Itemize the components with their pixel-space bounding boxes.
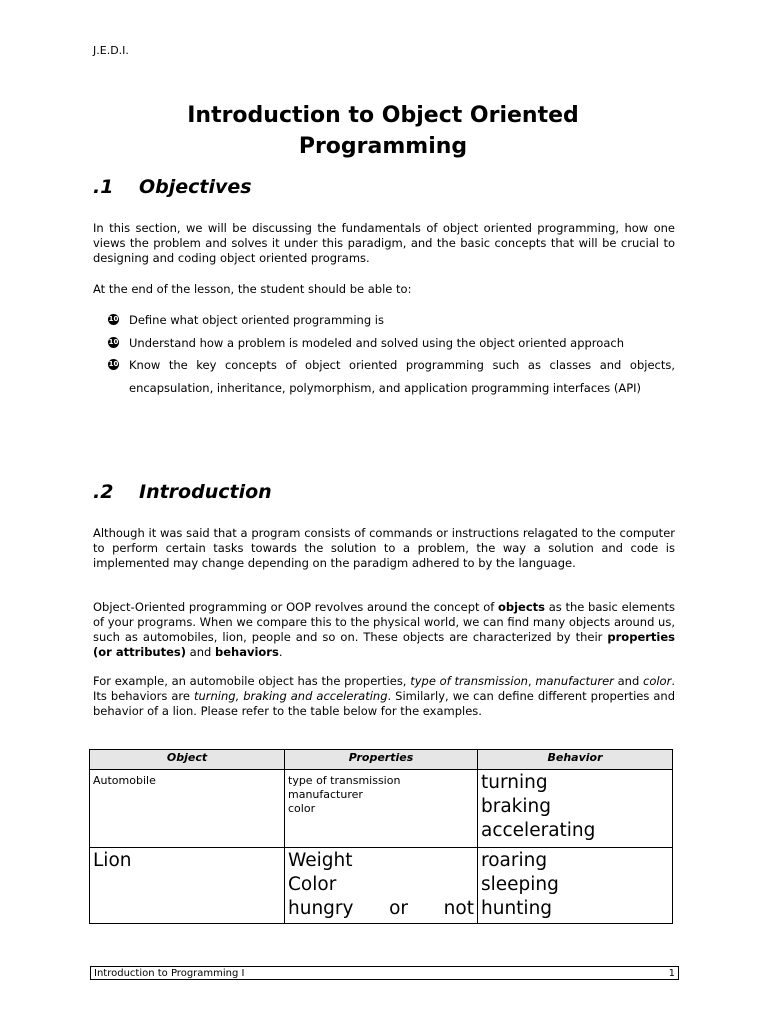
cell-behavior — [478, 770, 673, 848]
cell-word: hungry — [288, 898, 354, 919]
table-header-row — [90, 750, 673, 770]
list-item-text: Know the key concepts of object oriented programming such as classes and objects, encapsulation, inheritance, polymorphism, and application programming interfaces (API) — [129, 358, 675, 395]
title-line-1: Introduction to Object Oriented — [187, 103, 579, 128]
cell-text: accelerating — [481, 820, 596, 841]
bullet-icon: 10 — [108, 315, 119, 323]
bullet-icon: 10 — [108, 360, 119, 368]
text-run: . Its behaviors are — [93, 674, 675, 703]
italic-term: color — [643, 674, 672, 688]
italic-term: type of transmission — [410, 674, 528, 688]
column-header-properties: Properties — [285, 750, 478, 770]
italic-term: turning, braking and accelerating — [193, 689, 388, 703]
table-row — [90, 770, 673, 848]
introduction-paragraph-2 — [93, 600, 675, 660]
text-run: and — [613, 674, 643, 688]
cell-text: braking — [481, 796, 552, 817]
text-run: , — [527, 674, 536, 688]
cell-text: Lion — [93, 850, 132, 871]
list-item — [108, 309, 675, 332]
cell-text: Color — [288, 874, 337, 895]
cell-text: type of transmission — [288, 774, 401, 787]
text-run: as the basic elements of your programs. When we compare this to the physical world, we can find many objects around us, such as automobiles, lion, people and so on. These objects are characterized by their — [93, 600, 675, 644]
section-heading-introduction — [93, 481, 272, 503]
bullet-icon: 10 — [108, 337, 119, 346]
section-title: Objectives — [139, 176, 252, 198]
list-item-text: Define what object oriented programming is — [129, 313, 384, 327]
text-run: For example, an automobile object has the properties, — [93, 674, 411, 688]
document-title — [93, 100, 673, 162]
cell-text: Weight — [288, 850, 353, 871]
section-number: .2 — [93, 481, 114, 503]
introduction-paragraph-3 — [93, 674, 675, 719]
title-line-2: Programming — [298, 134, 468, 159]
cell-justified-line — [288, 897, 474, 921]
cell-text: sleeping — [481, 874, 559, 895]
objectives-list — [108, 309, 675, 399]
cell-text: hunting — [481, 898, 553, 919]
introduction-paragraph-1: Although it was said that a program consists of commands or instructions relagated to the computer to perform certain tasks towards the solution to a problem, the way a solution and code is implemented may change depending on the paradigm adhered to by the language. — [93, 526, 675, 570]
cell-text: Automobile — [93, 774, 156, 787]
footer-page-number: 1 — [668, 968, 675, 979]
text-run: Object-Oriented programming or OOP revolves around the concept of — [93, 600, 498, 614]
cell-properties — [285, 848, 478, 924]
section-heading-objectives — [93, 176, 252, 198]
column-header-behavior: Behavior — [478, 750, 673, 770]
table-row — [90, 848, 673, 924]
bold-term: properties (or attributes) — [93, 630, 675, 659]
cell-text: manufacturer — [288, 788, 363, 801]
bold-term: behaviors — [214, 645, 279, 659]
cell-behavior — [478, 848, 673, 924]
list-item — [108, 332, 675, 355]
italic-term: manufacturer — [535, 674, 614, 688]
section-title: Introduction — [139, 481, 272, 503]
cell-word: or — [389, 898, 409, 919]
cell-text: turning — [481, 772, 548, 793]
objectives-lead-paragraph: At the end of the lesson, the student should be able to: — [93, 282, 412, 296]
bold-term: objects — [497, 600, 546, 614]
cell-properties — [285, 770, 478, 848]
cell-text: color — [288, 802, 316, 815]
cell-object — [90, 848, 285, 924]
text-run: and — [186, 645, 215, 659]
cell-object — [90, 770, 285, 848]
object-properties-table — [89, 749, 673, 924]
header-mark: J.E.D.I. — [93, 44, 129, 57]
page-footer — [90, 966, 679, 980]
section-number: .1 — [93, 176, 114, 198]
footer-title: Introduction to Programming I — [94, 968, 245, 979]
list-item-text: Understand how a problem is modeled and solved using the object oriented approach — [129, 335, 624, 350]
text-run: . Similarly, we can define different properties and behavior of a lion. Please refer to the table below for the examples. — [93, 689, 676, 718]
column-header-object: Object — [90, 750, 285, 770]
cell-text: roaring — [481, 850, 548, 871]
list-item — [108, 354, 675, 399]
objectives-intro-paragraph: In this section, we will be discussing the fundamentals of object oriented programming, how one views the problem and solves it under this paradigm, and the basic concepts that will be crucial to designing and coding object oriented programs. — [93, 221, 675, 265]
cell-word: not — [443, 898, 474, 919]
text-run: . — [278, 645, 283, 659]
